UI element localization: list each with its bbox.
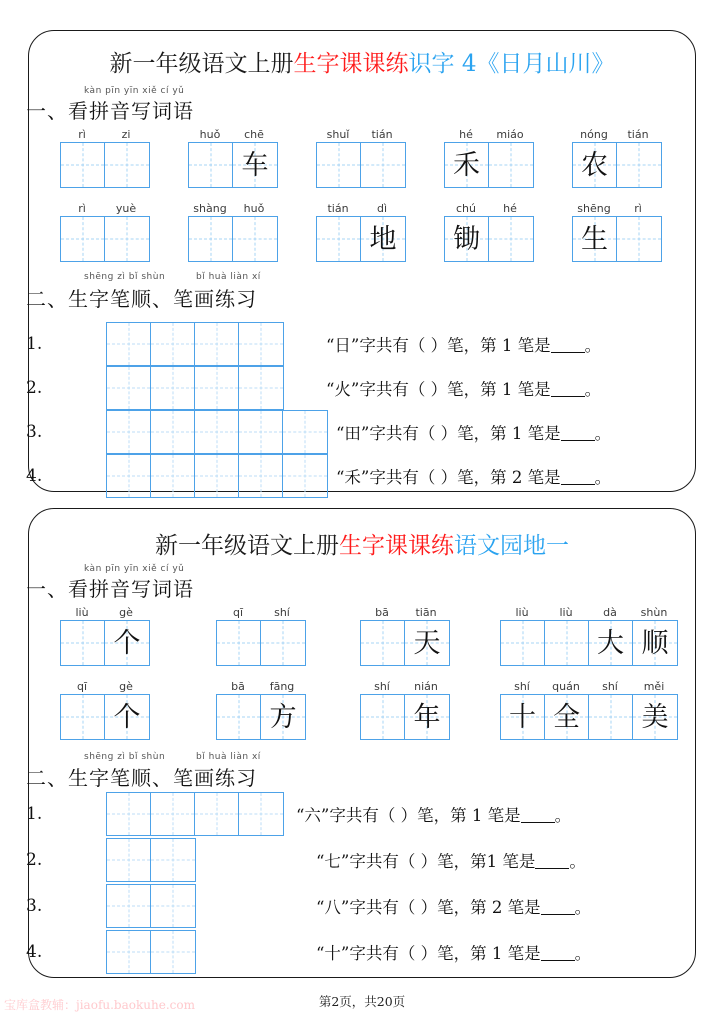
stroke-cell (107, 931, 151, 973)
tianzige-grid (360, 694, 450, 740)
question-period: 。 (584, 380, 602, 399)
page-title-1 (0, 45, 724, 78)
character-blank (617, 217, 661, 261)
tianzige-cell (589, 695, 633, 739)
word-group (500, 678, 678, 740)
tianzige-grid (188, 216, 278, 262)
stroke-cell (239, 455, 283, 497)
stroke-row-label: 1. (26, 334, 43, 354)
stroke-cell (239, 411, 283, 453)
stroke-cell (107, 323, 151, 365)
tianzige-cell (61, 143, 105, 187)
answer-blank[interactable] (541, 914, 575, 915)
stroke-cell (239, 793, 283, 835)
stroke-cell (195, 367, 239, 409)
pinyin-row (572, 200, 662, 215)
stroke-grid (106, 792, 284, 836)
answer-blank[interactable] (551, 352, 585, 353)
pinyin-syllable: yuè (115, 202, 137, 215)
character-filled: 地 (369, 223, 397, 255)
answer-blank[interactable] (561, 440, 595, 441)
stroke-row-label: 3. (26, 896, 43, 916)
tianzige-cell (617, 217, 661, 261)
tianzige-grid (316, 142, 406, 188)
pinyin-row (60, 678, 150, 693)
stroke-cell (239, 323, 283, 365)
title-part-black: 新一年级语文上册 (155, 533, 339, 559)
section1-heading-1: 一、看拼音写词语 (26, 99, 194, 123)
pinyin-syllable: nián (414, 680, 438, 693)
pinyin-syllable: dì (376, 202, 388, 215)
stroke-row-label: 4. (26, 466, 43, 486)
title-part-black: 新一年级语文上册 (109, 51, 294, 77)
character-filled: 年 (413, 701, 441, 733)
tianzige-cell (573, 217, 617, 261)
stroke-cell (283, 411, 327, 453)
pinyin-syllable: huǒ (199, 128, 221, 141)
pinyin-syllable: liù (559, 606, 573, 619)
section2-pinyin-left-1: shēng zì bǐ shùn (84, 272, 166, 282)
section2-pinyin-right-2: bǐ huà liàn xí (196, 752, 261, 762)
pinyin-syllable: gè (119, 680, 133, 693)
question-period: 。 (554, 806, 572, 825)
pinyin-syllable: bā (375, 606, 389, 619)
section2-pinyin-right-1: bǐ huà liàn xí (196, 272, 261, 282)
tianzige-grid (216, 694, 306, 740)
question-period: 。 (594, 424, 612, 443)
pinyin-syllable: tián (627, 128, 649, 141)
pinyin-row (60, 126, 150, 141)
word-group (572, 126, 662, 188)
answer-blank[interactable] (551, 396, 585, 397)
tianzige-cell (501, 695, 545, 739)
stroke-cell (195, 323, 239, 365)
character-blank (545, 621, 588, 665)
question-text: “十”字共有（ ）笔，第 1 笔是 (316, 944, 541, 963)
tianzige-grid (60, 694, 150, 740)
character-blank (217, 621, 260, 665)
stroke-row-label: 3. (26, 422, 43, 442)
stroke-cell (107, 367, 151, 409)
stroke-cell (107, 411, 151, 453)
stroke-question (316, 894, 591, 918)
question-text: “六”字共有（ ）笔，第 1 笔是 (296, 806, 521, 825)
tianzige-cell (261, 621, 305, 665)
word-group (60, 678, 150, 740)
pinyin-syllable: zi (121, 128, 131, 141)
character-filled: 美 (641, 701, 669, 733)
pinyin-syllable: miáo (496, 128, 524, 141)
tianzige-cell (445, 217, 489, 261)
tianzige-grid (360, 620, 450, 666)
pinyin-syllable: shí (374, 680, 390, 693)
character-filled: 天 (413, 627, 441, 659)
character-filled: 方 (269, 701, 297, 733)
question-text: “日”字共有（ ）笔，第 1 笔是 (326, 336, 551, 355)
tianzige-cell (489, 143, 533, 187)
stroke-cell (195, 793, 239, 835)
stroke-question (336, 464, 611, 488)
stroke-grid (106, 366, 284, 410)
tianzige-grid (500, 620, 678, 666)
pinyin-syllable: shuǐ (326, 128, 350, 141)
title-part-red: 生字课课练 (339, 533, 454, 559)
word-group (216, 604, 306, 666)
character-blank (489, 143, 533, 187)
word-group (360, 678, 450, 740)
pinyin-row (444, 200, 534, 215)
answer-blank[interactable] (521, 822, 555, 823)
character-blank (361, 143, 405, 187)
tianzige-cell (105, 695, 149, 739)
answer-blank[interactable] (541, 960, 575, 961)
pinyin-syllable: tiān (415, 606, 437, 619)
word-group (188, 126, 278, 188)
character-blank (61, 143, 104, 187)
tianzige-grid (572, 142, 662, 188)
pinyin-syllable: dà (603, 606, 617, 619)
section1-pinyin-1: kàn pīn yīn xiě cí yǔ (84, 86, 185, 96)
section2-pinyin-left-2: shēng zì bǐ shùn (84, 752, 166, 762)
character-blank (489, 217, 533, 261)
tianzige-grid (444, 216, 534, 262)
tianzige-cell (405, 621, 449, 665)
word-group (316, 200, 406, 262)
tianzige-grid (60, 142, 150, 188)
stroke-grid (106, 884, 196, 928)
tianzige-cell (217, 621, 261, 665)
pinyin-row (188, 126, 278, 141)
stroke-row-label: 1. (26, 804, 43, 824)
character-blank (189, 143, 232, 187)
pinyin-syllable: shēng (577, 202, 611, 215)
stroke-cell (195, 411, 239, 453)
character-filled: 个 (113, 627, 141, 659)
tianzige-cell (445, 143, 489, 187)
character-blank (361, 695, 404, 739)
word-group (500, 604, 678, 666)
tianzige-cell (317, 217, 361, 261)
tianzige-cell (589, 621, 633, 665)
stroke-cell (151, 839, 195, 881)
stroke-practice-row (26, 930, 706, 974)
tianzige-cell (633, 621, 677, 665)
pinyin-row (316, 200, 406, 215)
character-filled: 个 (113, 701, 141, 733)
character-blank (105, 143, 149, 187)
word-group (216, 678, 306, 740)
pinyin-row (60, 200, 150, 215)
character-filled: 禾 (453, 149, 480, 181)
tianzige-cell (573, 143, 617, 187)
pinyin-row (188, 200, 278, 215)
pinyin-syllable: hé (503, 202, 517, 215)
pinyin-syllable: bā (231, 680, 245, 693)
section1-pinyin-2: kàn pīn yīn xiě cí yǔ (84, 564, 185, 574)
tianzige-cell (361, 621, 405, 665)
pinyin-row (316, 126, 406, 141)
character-filled: 全 (553, 701, 580, 733)
stroke-cell (151, 367, 195, 409)
title-part-blue: 识字 4《日月山川》 (408, 51, 615, 77)
stroke-grid (106, 322, 284, 366)
pinyin-syllable: měi (643, 680, 665, 693)
watermark: 宝库盒教辅：jiaofu.baokuhe.com (4, 998, 195, 1012)
character-blank (361, 621, 404, 665)
stroke-cell (151, 931, 195, 973)
character-filled: 农 (581, 149, 608, 181)
character-blank (217, 695, 260, 739)
character-blank (261, 621, 305, 665)
word-group (60, 604, 150, 666)
tianzige-grid (60, 216, 150, 262)
tianzige-cell (361, 143, 405, 187)
section2-heading-2: 二、生字笔顺、笔画练习 (26, 766, 257, 790)
stroke-practice-row (26, 322, 706, 366)
word-group (188, 200, 278, 262)
tianzige-cell (317, 143, 361, 187)
character-filled: 车 (241, 149, 269, 181)
stroke-grid (106, 838, 196, 882)
stroke-cell (151, 885, 195, 927)
stroke-grid (106, 410, 328, 454)
stroke-practice-row (26, 884, 706, 928)
question-text: “田”字共有（ ）笔，第 1 笔是 (336, 424, 561, 443)
tianzige-cell (261, 695, 305, 739)
pinyin-syllable: shí (514, 680, 530, 693)
tianzige-cell (617, 143, 661, 187)
question-period: 。 (594, 468, 612, 487)
pinyin-syllable: chú (456, 202, 476, 215)
tianzige-grid (500, 694, 678, 740)
question-period: 。 (574, 944, 592, 963)
question-text: “八”字共有（ ）笔，第 2 笔是 (316, 898, 541, 917)
character-blank (61, 695, 104, 739)
character-blank (105, 217, 149, 261)
pinyin-syllable: rì (634, 202, 642, 215)
character-blank (61, 217, 104, 261)
tianzige-cell (217, 695, 261, 739)
pinyin-syllable: shàng (193, 202, 227, 215)
section1-heading-2: 一、看拼音写词语 (26, 577, 194, 601)
tianzige-grid (444, 142, 534, 188)
stroke-cell (107, 793, 151, 835)
character-blank (233, 217, 277, 261)
stroke-cell (107, 839, 151, 881)
tianzige-cell (189, 217, 233, 261)
character-blank (317, 217, 360, 261)
answer-blank[interactable] (535, 868, 569, 869)
word-group (444, 126, 534, 188)
stroke-cell (107, 455, 151, 497)
stroke-practice-row (26, 454, 706, 498)
character-filled: 十 (509, 701, 536, 733)
tianzige-cell (233, 217, 277, 261)
pinyin-syllable: liù (515, 606, 529, 619)
stroke-cell (239, 367, 283, 409)
pinyin-syllable: huǒ (243, 202, 265, 215)
pinyin-syllable: tián (327, 202, 349, 215)
stroke-cell (151, 793, 195, 835)
tianzige-cell (105, 217, 149, 261)
tianzige-cell (361, 217, 405, 261)
stroke-grid (106, 454, 328, 498)
question-text: “禾”字共有（ ）笔，第 2 笔是 (336, 468, 561, 487)
word-group (60, 200, 150, 262)
stroke-cell (283, 455, 327, 497)
stroke-practice-row (26, 410, 706, 454)
tianzige-grid (316, 216, 406, 262)
pinyin-row (500, 678, 678, 693)
question-period: 。 (574, 898, 592, 917)
pinyin-syllable: quán (552, 680, 580, 693)
tianzige-grid (60, 620, 150, 666)
tianzige-cell (501, 621, 545, 665)
stroke-row-label: 2. (26, 378, 43, 398)
question-text: “火”字共有（ ）笔，第 1 笔是 (326, 380, 551, 399)
pinyin-row (572, 126, 662, 141)
pinyin-syllable: liù (75, 606, 89, 619)
character-filled: 锄 (453, 223, 480, 255)
title-part-red: 生字课课练 (293, 51, 409, 77)
question-text: “七”字共有（ ）笔，第1 笔是 (316, 852, 536, 871)
question-period: 。 (584, 336, 602, 355)
stroke-question (316, 940, 591, 964)
character-blank (317, 143, 360, 187)
pinyin-syllable: rì (78, 202, 86, 215)
tianzige-cell (361, 695, 405, 739)
tianzige-cell (61, 217, 105, 261)
pinyin-syllable: nóng (580, 128, 608, 141)
stroke-practice-row (26, 838, 706, 882)
section2-heading-1: 二、生字笔顺、笔画练习 (26, 287, 257, 311)
pinyin-syllable: gè (119, 606, 133, 619)
pinyin-row (216, 678, 306, 693)
tianzige-cell (61, 621, 105, 665)
stroke-question (296, 802, 571, 826)
tianzige-cell (233, 143, 277, 187)
stroke-practice-row (26, 366, 706, 410)
character-filled: 生 (581, 223, 608, 255)
stroke-question (326, 376, 601, 400)
pinyin-row (360, 678, 450, 693)
pinyin-syllable: qī (232, 606, 244, 619)
pinyin-row (60, 604, 150, 619)
stroke-grid (106, 930, 196, 974)
tianzige-grid (572, 216, 662, 262)
stroke-cell (151, 323, 195, 365)
tianzige-cell (61, 695, 105, 739)
tianzige-cell (189, 143, 233, 187)
pinyin-row (216, 604, 306, 619)
stroke-row-label: 4. (26, 942, 43, 962)
tianzige-cell (405, 695, 449, 739)
tianzige-cell (633, 695, 677, 739)
pinyin-syllable: fāng (269, 680, 295, 693)
character-blank (501, 621, 544, 665)
character-blank (189, 217, 232, 261)
word-group (572, 200, 662, 262)
pinyin-row (500, 604, 678, 619)
word-group (316, 126, 406, 188)
pinyin-syllable: hé (459, 128, 473, 141)
tianzige-grid (188, 142, 278, 188)
character-filled: 顺 (641, 627, 669, 659)
character-blank (589, 695, 632, 739)
pinyin-syllable: chē (244, 128, 264, 141)
answer-blank[interactable] (561, 484, 595, 485)
pinyin-syllable: shí (602, 680, 618, 693)
pinyin-row (360, 604, 450, 619)
tianzige-cell (105, 143, 149, 187)
word-group (60, 126, 150, 188)
stroke-cell (151, 411, 195, 453)
stroke-practice-row (26, 792, 706, 836)
stroke-row-label: 2. (26, 850, 43, 870)
pinyin-syllable: shí (274, 606, 290, 619)
pinyin-syllable: rì (78, 128, 86, 141)
tianzige-cell (105, 621, 149, 665)
character-filled: 大 (597, 627, 624, 659)
stroke-cell (195, 455, 239, 497)
stroke-question (336, 420, 611, 444)
character-blank (61, 621, 104, 665)
stroke-cell (107, 885, 151, 927)
tianzige-grid (216, 620, 306, 666)
stroke-cell (151, 455, 195, 497)
question-period: 。 (569, 852, 586, 871)
character-blank (617, 143, 661, 187)
tianzige-cell (545, 695, 589, 739)
tianzige-cell (489, 217, 533, 261)
page-number: 第2页，共20页 (318, 994, 406, 1009)
stroke-question (316, 848, 586, 872)
stroke-question (326, 332, 601, 356)
page-title-2 (0, 527, 724, 560)
title-part-blue: 语文园地一 (454, 533, 569, 559)
pinyin-syllable: shùn (640, 606, 668, 619)
pinyin-row (444, 126, 534, 141)
tianzige-cell (545, 621, 589, 665)
pinyin-syllable: qī (76, 680, 88, 693)
pinyin-syllable: tián (371, 128, 393, 141)
word-group (444, 200, 534, 262)
word-group (360, 604, 450, 666)
